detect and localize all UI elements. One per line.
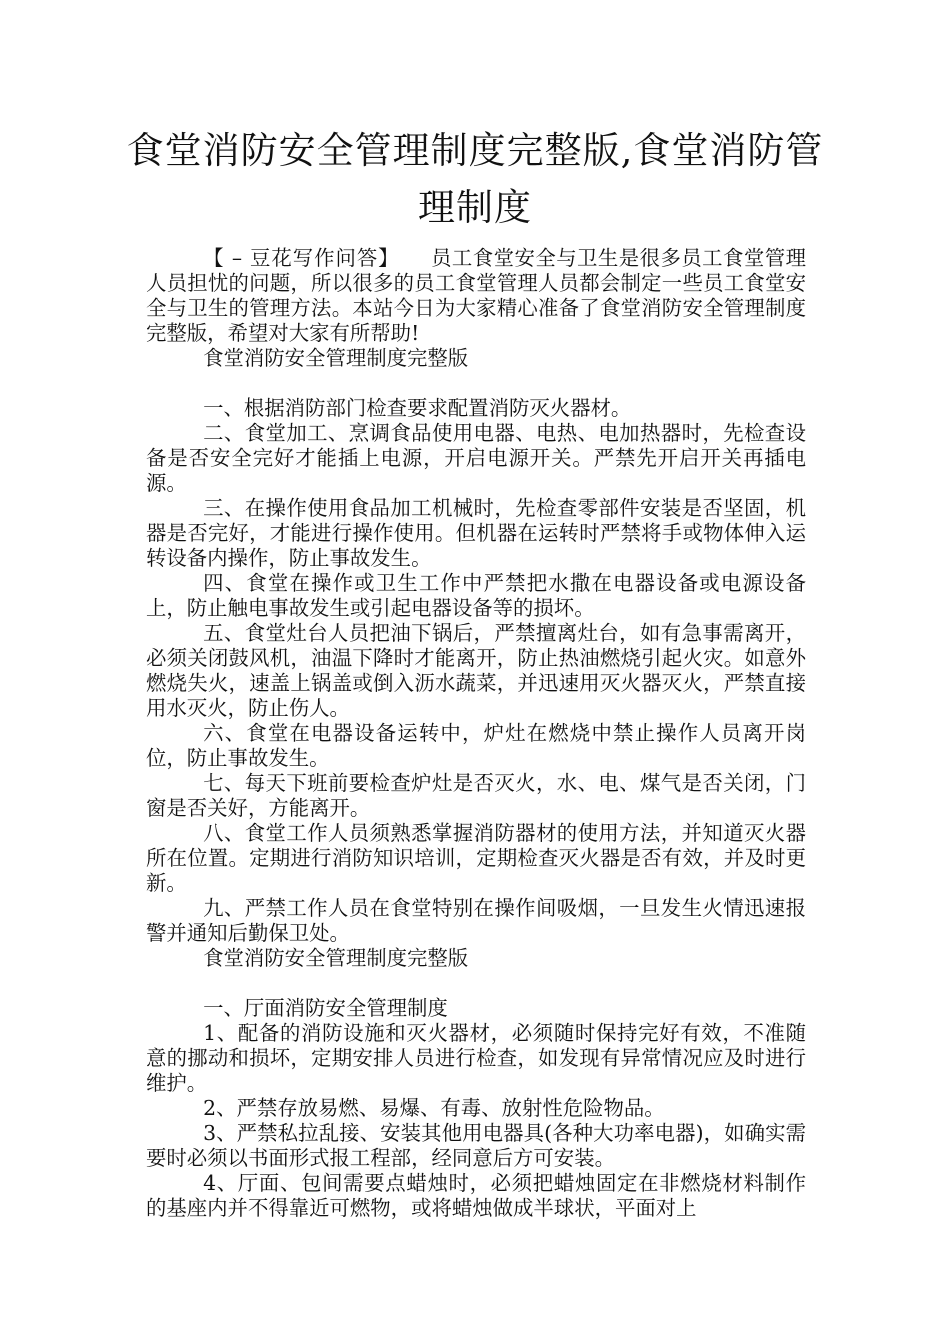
section1-item: 九、严禁工作人员在食堂特别在操作间吸烟，一旦发生火情迅速报警并通知后勤保卫处。 (146, 896, 806, 945)
section2-item: 4、厅面、包间需要点蜡烛时，必须把蜡烛固定在非燃烧材料制作的基座内并不得靠近可燃物，或将蜡烛做成半球状，平面对上 (146, 1171, 806, 1220)
intro-text: 员工食堂安全与卫生是很多员工食堂管理人员担忧的问题，所以很多的员工食堂管理人员都会制定一些员工食堂安全与卫生的管理方法。本站今日为大家精心准备了食堂消防安全管理制度完整版，希望对大家有所帮助! (146, 246, 806, 345)
section1-heading: 食堂消防安全管理制度完整版 (203, 346, 469, 370)
section1-item: 二、食堂加工、烹调食品使用电器、电热、电加热器时，先检查设备是否安全完好才能插上电源，开启电源开关。严禁先开启开关再插电源。 (146, 421, 806, 495)
section1-item: 八、食堂工作人员须熟悉掌握消防器材的使用方法，并知道灭火器所在位置。定期进行消防知识培训，定期检查灭火器是否有效，并及时更新。 (146, 821, 806, 895)
document-body (146, 246, 806, 1221)
section1-item: 六、食堂在电器设备运转中，炉灶在燃烧中禁止操作人员离开岗位，防止事故发生。 (146, 721, 806, 770)
intro-source: 【 – 豆花写作问答】 (203, 246, 390, 270)
section2-subheading: 一、厅面消防安全管理制度 (203, 996, 448, 1020)
blank-line (146, 971, 806, 996)
section1-item: 五、食堂灶台人员把油下锅后，严禁擅离灶台，如有急事需离开，必须关闭鼓风机，油温下降时才能离开，防止热油燃烧引起火灾。如意外燃烧失火，速盖上锅盖或倒入沥水蔬菜，并迅速用灭火器灭火，严禁直接用水灭火，防止伤人。 (146, 621, 806, 720)
section2-item: 3、严禁私拉乱接、安装其他用电器具(各种大功率电器)，如确实需要时必须以书面形式报工程部，经同意后方可安装。 (146, 1121, 806, 1170)
section1-item: 七、每天下班前要检查炉灶是否灭火，水、电、煤气是否关闭，门窗是否关好，方能离开。 (146, 771, 806, 820)
section2-item: 1、配备的消防设施和灭火器材，必须随时保持完好有效，不准随意的挪动和损坏，定期安排人员进行检查，如发现有异常情况应及时进行维护。 (146, 1021, 806, 1095)
section1-item: 三、在操作使用食品加工机械时，先检查零部件安装是否坚固，机器是否完好，才能进行操作使用。但机器在运转时严禁将手或物体伸入运转设备内操作，防止事故发生。 (146, 496, 806, 570)
intro-gap (389, 246, 431, 270)
section2-item: 2、严禁存放易燃、易爆、有毒、放射性危险物品。 (203, 1096, 665, 1120)
intro-paragraph (146, 246, 806, 346)
section1-item: 一、根据消防部门检查要求配置消防灭火器材。 (203, 396, 632, 420)
section2-heading: 食堂消防安全管理制度完整版 (203, 946, 469, 970)
document-title: 食堂消防安全管理制度完整版,食堂消防管理制度 (126, 129, 824, 229)
section1-item: 四、食堂在操作或卫生工作中严禁把水撒在电器设备或电源设备上，防止触电事故发生或引起电器设备等的损坏。 (146, 571, 806, 620)
blank-line (146, 371, 806, 396)
